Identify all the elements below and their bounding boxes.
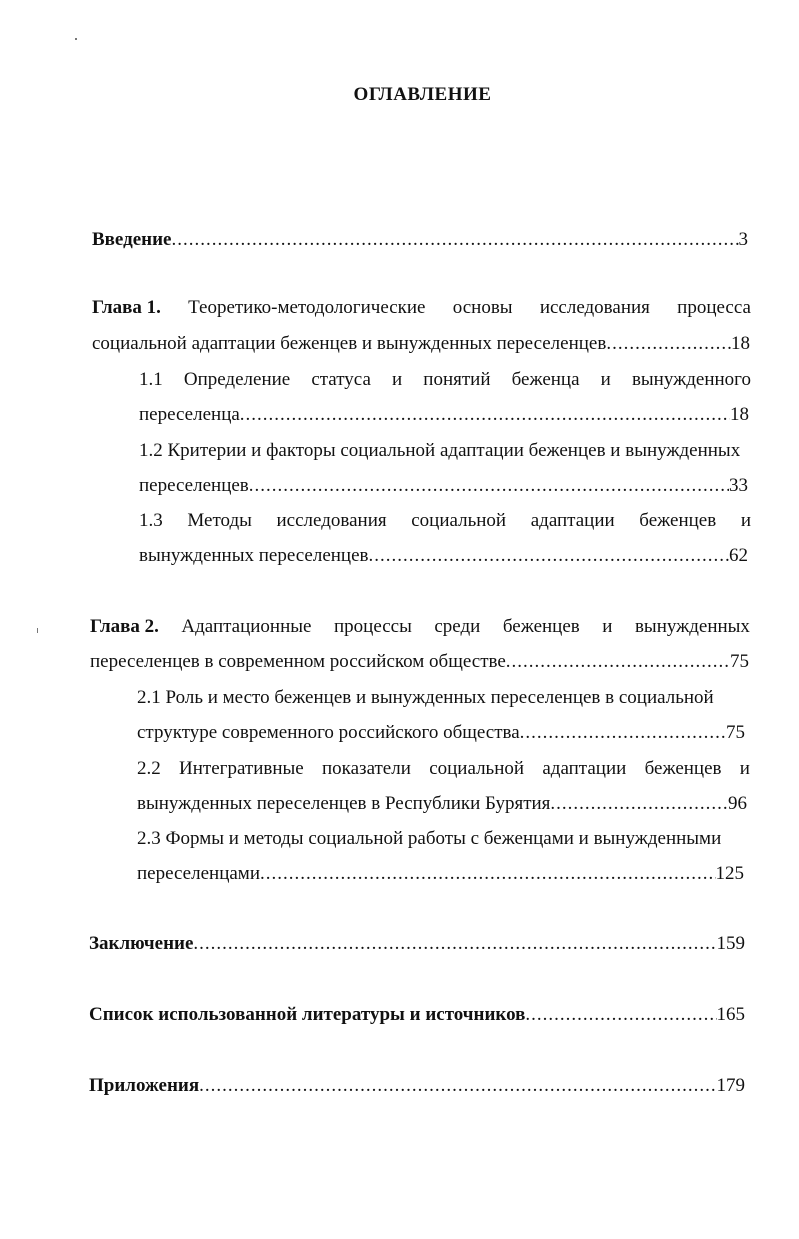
toc-appendix-page: 179 [716, 1075, 745, 1096]
chapter2-word: процессы [333, 616, 412, 637]
toc-section-2-2-heading [137, 757, 750, 781]
toc-references-label: Список использованной литературы и источников [89, 1004, 526, 1025]
chapter1-word: процесса [677, 297, 751, 318]
chapter2-prefix: Глава 2. [90, 616, 159, 637]
leader-dots [193, 932, 716, 956]
section-title-cont: вынужденных переселенцев в Республики Бурятия [137, 793, 551, 814]
toc-section-1-2-heading: 1.2 Критерии и факторы социальной адаптации беженцев и вынужденных [139, 440, 741, 461]
chapter1-word: исследования [539, 297, 650, 318]
chapter2-title-cont: переселенцев в современном российском обществе [90, 651, 506, 672]
leader-dots [550, 792, 728, 816]
section-word: беженцев [639, 510, 717, 531]
section-word: и [740, 510, 751, 531]
section-title-cont: переселенцев [139, 475, 249, 496]
section-page: 62 [729, 545, 748, 566]
toc-chapter1-heading [92, 296, 751, 320]
toc-conclusion-page: 159 [716, 933, 745, 954]
toc-entry-conclusion [89, 932, 745, 956]
section-page: 125 [715, 863, 744, 884]
section-title-cont: структуре современного российского общества [137, 722, 520, 743]
page-title: ОГЛАВЛЕНИЕ [353, 84, 492, 105]
chapter1-page: 18 [731, 333, 750, 354]
toc-section-1-1-line2 [139, 403, 749, 427]
toc-chapter1-line2 [92, 332, 750, 356]
section-word: социальной [429, 758, 525, 779]
chapter1-word: Теоретико-методологические [188, 297, 426, 318]
toc-section-1-2-line2 [139, 474, 748, 498]
toc-section-2-3-line2 [137, 862, 744, 886]
chapter2-word: Адаптационные [181, 616, 312, 637]
chapter2-word: вынужденных [634, 616, 750, 637]
section-word: исследования [276, 510, 387, 531]
toc-section-1-3-line2 [139, 544, 748, 568]
toc-entry-intro [92, 228, 748, 252]
section-page: 33 [729, 475, 748, 496]
toc-chapter2-line2 [90, 650, 749, 674]
leader-dots [520, 721, 726, 745]
leader-dots [606, 332, 731, 356]
toc-entry-appendix [89, 1074, 745, 1098]
section-word: Методы [187, 510, 252, 531]
section-title-cont: вынужденных переселенцев [139, 545, 369, 566]
leader-dots [525, 1003, 716, 1027]
section-word: статуса [311, 369, 371, 390]
section-word: и [739, 758, 750, 779]
section-word: показатели [322, 758, 411, 779]
toc-intro-label: Введение [92, 229, 172, 250]
section-word: 1.3 [139, 510, 163, 531]
chapter1-word: основы [452, 297, 513, 318]
section-word: социальной [411, 510, 507, 531]
section-word: вынужденного [631, 369, 751, 390]
section-page: 75 [726, 722, 745, 743]
section-number: 1.1 [139, 369, 163, 390]
chapter2-word: среди [434, 616, 481, 637]
toc-section-2-3-heading: 2.3 Формы и методы социальной работы с беженцами и вынужденными [137, 828, 722, 849]
section-word: понятий [423, 369, 491, 390]
toc-intro-page: 3 [738, 229, 748, 250]
section-title-cont: переселенца [139, 404, 240, 425]
toc-chapter2-heading [90, 615, 750, 639]
toc-appendix-label: Приложения [89, 1075, 200, 1096]
section-word: беженцев [644, 758, 722, 779]
toc-entry-references [89, 1003, 745, 1027]
chapter2-word: и [602, 616, 613, 637]
section-title-cont: переселенцами [137, 863, 260, 884]
scan-speck [75, 38, 77, 40]
section-word: и [392, 369, 403, 390]
leader-dots [172, 228, 739, 252]
section-word: Интегративные [179, 758, 304, 779]
section-page: 18 [730, 404, 749, 425]
toc-section-1-1-heading [139, 368, 751, 392]
section-word: 2.2 [137, 758, 161, 779]
chapter1-prefix: Глава 1. [92, 297, 161, 318]
section-word: Определение [183, 369, 291, 390]
toc-section-2-1-heading: 2.1 Роль и место беженцев и вынужденных переселенцев в социальной [137, 687, 714, 708]
leader-dots [506, 650, 730, 674]
toc-references-page: 165 [716, 1004, 745, 1025]
section-word: адаптации [530, 510, 615, 531]
toc-section-2-2-line2 [137, 792, 747, 816]
section-page: 96 [728, 793, 747, 814]
leader-dots [240, 403, 730, 427]
toc-conclusion-label: Заключение [89, 933, 194, 954]
section-word: и [600, 369, 611, 390]
leader-dots [260, 862, 716, 886]
section-word: беженца [511, 369, 580, 390]
section-word: адаптации [542, 758, 627, 779]
leader-dots [249, 474, 729, 498]
leader-dots [369, 544, 730, 568]
toc-section-1-3-heading [139, 509, 751, 533]
chapter1-title-cont: социальной адаптации беженцев и вынужденных переселенцев [92, 333, 607, 354]
leader-dots [199, 1074, 716, 1098]
chapter2-page: 75 [730, 651, 749, 672]
toc-section-2-1-line2 [137, 721, 745, 745]
scan-speck [37, 628, 38, 633]
chapter2-word: беженцев [502, 616, 580, 637]
